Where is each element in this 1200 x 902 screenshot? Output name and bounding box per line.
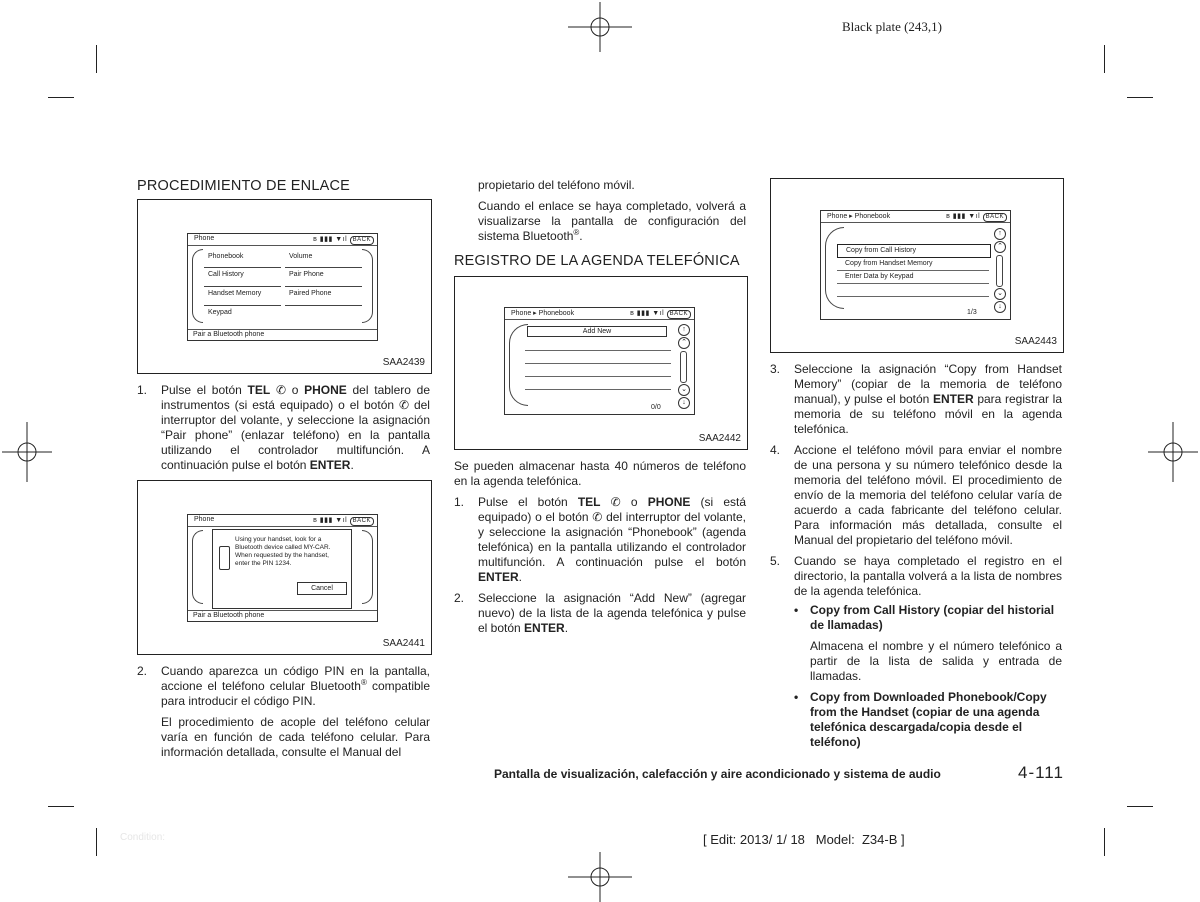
menu-item[interactable]: Pair Phone: [285, 268, 362, 287]
screen-status-bar: Phone ▸ Phonebook ʙ ▮▮▮ ▼ıl BACK: [821, 211, 1010, 223]
heading-registro-agenda: REGISTRO DE LA AGENDA TELEFÓNICA: [454, 253, 740, 269]
bluetooth-icon: ʙ: [946, 213, 951, 220]
screen-phonebook: [504, 307, 695, 415]
dialog-text: Using your handset, look for a Bluetooth device called MY-CAR. When requested by the handset, enter the PIN 1234.: [235, 536, 331, 567]
plate-label: Black plate (243,1): [842, 19, 942, 34]
antenna-icon: ▼ıl: [335, 517, 348, 524]
antenna-icon: ▼ıl: [968, 213, 981, 220]
scrollbar[interactable]: [680, 351, 687, 383]
page-number: 4-111: [1018, 763, 1064, 782]
scrollbar[interactable]: [996, 255, 1003, 287]
scroll-up-icon[interactable]: ⌃: [994, 241, 1006, 253]
status-icons: [313, 235, 374, 245]
signal-icon: ▮▮▮: [636, 310, 650, 317]
menu-item[interactable]: Phonebook: [204, 250, 281, 268]
figure-code: SAA2439: [382, 357, 425, 368]
figure-code: SAA2442: [698, 433, 741, 444]
edit-info: [ Edit: 2013/ 1/ 18 Model: Z34-B ]: [703, 832, 905, 847]
antenna-icon: ▼ıl: [652, 310, 665, 317]
screen-status-bar: Phone ʙ ▮▮▮ ▼ıl BACK: [188, 515, 377, 527]
col2-continuation: propietario del teléfono móvil. Cuando el enlace se haya completado, volverá a visualizarse la pantalla de configuración del sistema Bluetooth®.: [478, 178, 746, 243]
bullet-icon: •: [794, 603, 799, 617]
screen-title: Phone: [194, 235, 215, 242]
pin-dialog: [212, 529, 352, 609]
signal-icon: ▮▮▮: [319, 236, 333, 243]
phone-icon: ✆: [610, 495, 621, 509]
scroll-down-icon[interactable]: ⌄: [678, 384, 690, 396]
bullet-icon: •: [794, 690, 799, 704]
scroll-up-icon[interactable]: ↑: [994, 228, 1006, 240]
registration-mark-right: [1148, 422, 1198, 482]
footer-section-title: Pantalla de visualización, calefacción y aire acondicionado y sistema de audio: [494, 767, 941, 781]
antenna-icon: ▼ıl: [335, 236, 348, 243]
menu-item[interactable]: Volume: [285, 250, 362, 268]
scroll-down-icon[interactable]: ↓: [994, 301, 1006, 313]
back-button[interactable]: BACK: [667, 310, 691, 319]
figure-code: SAA2443: [1014, 336, 1057, 347]
screen-phonebook-copy: [820, 210, 1011, 320]
back-button[interactable]: BACK: [983, 213, 1007, 222]
scroll-up-icon[interactable]: ↑: [678, 324, 690, 336]
handset-icon: [219, 546, 230, 570]
screen-phone-menu: [187, 233, 378, 341]
signal-icon: ▮▮▮: [319, 517, 333, 524]
phone-icon: ✆: [592, 510, 603, 524]
menu-item[interactable]: Call History: [204, 268, 281, 287]
bluetooth-icon: ʙ: [313, 517, 318, 524]
scroll-down-icon[interactable]: ↓: [678, 397, 690, 409]
condition-label: Condition:: [120, 832, 166, 843]
registration-mark-left: [2, 422, 52, 482]
figure-saa2439: [137, 199, 432, 374]
menu-item[interactable]: Handset Memory: [204, 287, 281, 306]
registration-mark-top: [568, 2, 632, 52]
cancel-button[interactable]: Cancel: [297, 582, 347, 595]
status-icons: [946, 212, 1007, 222]
screen-footer: Pair a Bluetooth phone: [188, 329, 377, 340]
list-item[interactable]: Copy from Handset Memory: [837, 258, 989, 271]
phone-icon: ✆: [398, 398, 410, 412]
menu-item[interactable]: Paired Phone: [285, 287, 362, 306]
back-button[interactable]: BACK: [350, 236, 374, 245]
col1-step2: 2. Cuando aparezca un código PIN en la pantalla, accione el teléfono celular Bluetooth® compatible para introducir el código PIN. El procedimiento de acople del teléfono celular varía en función de cada teléfono celular. Para información detallada, consulte el Manual del: [137, 664, 430, 759]
add-new-button[interactable]: Add New: [527, 326, 667, 337]
back-button[interactable]: BACK: [350, 517, 374, 526]
registration-mark-bottom: [568, 852, 632, 902]
list-item[interactable]: Enter Data by Keypad: [837, 271, 989, 284]
scroll-up-icon[interactable]: ⌃: [678, 337, 690, 349]
menu-item[interactable]: Keypad: [208, 309, 232, 316]
figure-saa2441: [137, 480, 432, 655]
screen-status-bar: Phone ▸ Phonebook ʙ ▮▮▮ ▼ıl BACK: [505, 308, 694, 320]
page-indicator: 1/3: [967, 309, 977, 316]
status-icons: [313, 516, 374, 526]
col1-step1: 1. Pulse el botón TEL ✆ o PHONE del tablero de instrumentos (si está equipado) o el botón ✆ del interruptor del volante, y seleccione la asignación “Pair phone” (enlazar teléfono) en la pantalla utilizando el controlador multifunción. A continuación pulse el botón ENTER.: [137, 383, 430, 472]
col2-body: Se pueden almacenar hasta 40 números de teléfono en la agenda telefónica. 1. Pulse el botón TEL ✆ o PHONE (si está equipado) o el botón ✆ del interruptor del volante, y seleccione la asignación “Phonebook” (agenda telefónica) en la pantalla utilizando el controlador multifunción. A continuación pulse el botón ENTER. 2. Seleccione la asignación “Add New” (agregar nuevo) de la lista de la agenda telefónica y pulse el botón ENTER.: [454, 459, 747, 635]
phone-icon: ✆: [275, 383, 286, 397]
screen-pairing-dialog: [187, 514, 378, 622]
list-item[interactable]: Copy from Call History: [837, 244, 991, 258]
figure-code: SAA2441: [382, 638, 425, 649]
heading-procedimiento-enlace: PROCEDIMIENTO DE ENLACE: [137, 178, 351, 194]
status-icons: [630, 309, 691, 319]
col3-body: 3. Seleccione la asignación “Copy from Handset Memory” (copiar de la memoria de teléfono manual), y pulse el botón ENTER para registrar la memoria de su teléfono móvil en la agenda telefónica. 4. Accione el teléfono móvil para enviar el nombre de una persona y su número telefónico desde la memoria del teléfono móvil. El procedimiento de envío de la memoria del teléfono celular varía de acuerdo a cada fabricante del teléfono celular. Para información más detallada, consulte el Manual del propietario del teléfono móvil. 5. Cuando se haya completado el registro en el directorio, la pantalla volverá a la lista de nombres de la agenda telefónica. • Copy from Call History (copiar del historial de llamadas) Almacena el nombre y el número telefónico a partir de la lista de salida y entrada de llamadas. • Copy from Downloaded Phonebook/Copy from the Handset (copiar de una agenda telefónica descargada/copia desde el teléfono): [770, 362, 1062, 749]
screen-footer: Pair a Bluetooth phone: [188, 610, 377, 621]
bluetooth-icon: ʙ: [313, 236, 318, 243]
bluetooth-icon: ʙ: [630, 310, 635, 317]
screen-status-bar: [188, 234, 377, 246]
figure-saa2443: [770, 178, 1064, 353]
scroll-down-icon[interactable]: ⌄: [994, 288, 1006, 300]
page-indicator: 0/0: [651, 404, 661, 411]
figure-saa2442: [454, 276, 748, 450]
signal-icon: ▮▮▮: [952, 213, 966, 220]
